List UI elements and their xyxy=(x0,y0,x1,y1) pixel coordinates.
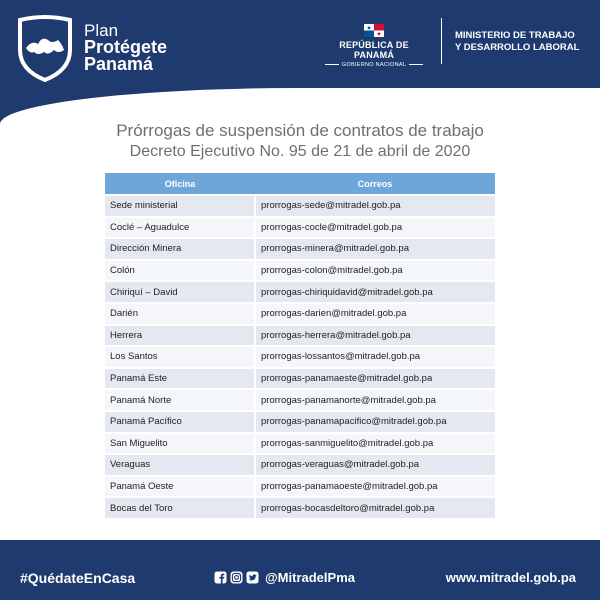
rule-left xyxy=(325,64,339,65)
hashtag: #QuédateEnCasa xyxy=(20,570,136,586)
table-row xyxy=(105,260,495,282)
protegete-label: Protégete xyxy=(84,37,168,57)
office-cell: Panamá Oeste xyxy=(105,476,255,498)
office-cell: Panamá Norte xyxy=(105,389,255,411)
page-title: Prórrogas de suspensión de contratos de trabajo xyxy=(116,121,484,140)
government-label: GOBIERNO NACIONAL xyxy=(341,62,407,68)
government-label-row xyxy=(318,62,430,68)
rule-right xyxy=(409,64,423,65)
email-cell[interactable]: prorrogas-veraguas@mitradel.gob.pa xyxy=(255,454,495,476)
office-cell: San Miguelito xyxy=(105,433,255,455)
offices-table xyxy=(105,173,495,518)
email-cell[interactable]: prorrogas-bocasdeltoro@mitradel.gob.pa xyxy=(255,497,495,518)
email-cell[interactable]: prorrogas-herrera@mitradel.gob.pa xyxy=(255,325,495,347)
email-cell[interactable]: prorrogas-darien@mitradel.gob.pa xyxy=(255,303,495,325)
plan-label: Plan xyxy=(84,21,119,40)
office-cell: Veraguas xyxy=(105,454,255,476)
office-cell: Chiriquí – David xyxy=(105,281,255,303)
twitter-icon[interactable] xyxy=(246,571,259,584)
email-cell[interactable]: prorrogas-panamapacifico@mitradel.gob.pa xyxy=(255,411,495,433)
column-header-office: Oficina xyxy=(105,173,255,195)
email-cell[interactable]: prorrogas-sede@mitradel.gob.pa xyxy=(255,195,495,217)
column-header-email: Correos xyxy=(255,173,495,195)
panama-flag-icon xyxy=(364,24,384,37)
table-row xyxy=(105,433,495,455)
table-row xyxy=(105,195,495,217)
table-row xyxy=(105,454,495,476)
table-row xyxy=(105,217,495,239)
office-cell: Colón xyxy=(105,260,255,282)
header-divider xyxy=(441,18,442,64)
office-cell: Los Santos xyxy=(105,346,255,368)
table-row xyxy=(105,368,495,390)
republic-logo xyxy=(318,24,430,68)
email-cell[interactable]: prorrogas-minera@mitradel.gob.pa xyxy=(255,238,495,260)
table-row xyxy=(105,303,495,325)
table-row xyxy=(105,389,495,411)
page-subtitle: Decreto Ejecutivo No. 95 de 21 de abril de 2020 xyxy=(129,143,471,160)
email-cell[interactable]: prorrogas-colon@mitradel.gob.pa xyxy=(255,260,495,282)
facebook-icon[interactable] xyxy=(214,571,227,584)
table-row xyxy=(105,346,495,368)
email-cell[interactable]: prorrogas-panamaeste@mitradel.gob.pa xyxy=(255,368,495,390)
office-cell: Herrera xyxy=(105,325,255,347)
ministry-name xyxy=(455,30,579,54)
table-row xyxy=(105,238,495,260)
republic-name: REPÚBLICA DE PANAMÁ xyxy=(339,40,409,60)
table-row xyxy=(105,476,495,498)
email-cell[interactable]: prorrogas-cocle@mitradel.gob.pa xyxy=(255,217,495,239)
office-cell: Coclé – Aguadulce xyxy=(105,217,255,239)
website-link[interactable]: www.mitradel.gob.pa xyxy=(445,570,576,585)
panama-label: Panamá xyxy=(84,54,154,74)
social-handle[interactable]: @MitradelPma xyxy=(265,570,355,585)
table-row xyxy=(105,411,495,433)
email-cell[interactable]: prorrogas-panamanorte@mitradel.gob.pa xyxy=(255,389,495,411)
ministry-line-2: Y DESARROLLO LABORAL xyxy=(455,42,580,53)
office-cell: Panamá Este xyxy=(105,368,255,390)
table-body xyxy=(105,195,495,518)
office-cell: Panamá Pacífico xyxy=(105,411,255,433)
table-row xyxy=(105,325,495,347)
shield-logo-icon xyxy=(16,14,74,82)
email-cell[interactable]: prorrogas-chiriquidavid@mitradel.gob.pa xyxy=(255,281,495,303)
office-cell: Sede ministerial xyxy=(105,195,255,217)
email-cell[interactable]: prorrogas-lossantos@mitradel.gob.pa xyxy=(255,346,495,368)
email-cell[interactable]: prorrogas-sanmiguelito@mitradel.gob.pa xyxy=(255,433,495,455)
office-cell: Bocas del Toro xyxy=(105,497,255,518)
email-cell[interactable]: prorrogas-panamaoeste@mitradel.gob.pa xyxy=(255,476,495,498)
instagram-icon[interactable] xyxy=(230,571,243,584)
social-links xyxy=(214,570,355,585)
plan-protegete-logo-text xyxy=(84,22,167,73)
ministry-line-1: MINISTERIO DE TRABAJO xyxy=(455,30,575,41)
table-header-row xyxy=(105,173,495,195)
table-row xyxy=(105,497,495,518)
office-cell: Dirección Minera xyxy=(105,238,255,260)
table-row xyxy=(105,281,495,303)
footer xyxy=(0,560,600,600)
office-cell: Darién xyxy=(105,303,255,325)
